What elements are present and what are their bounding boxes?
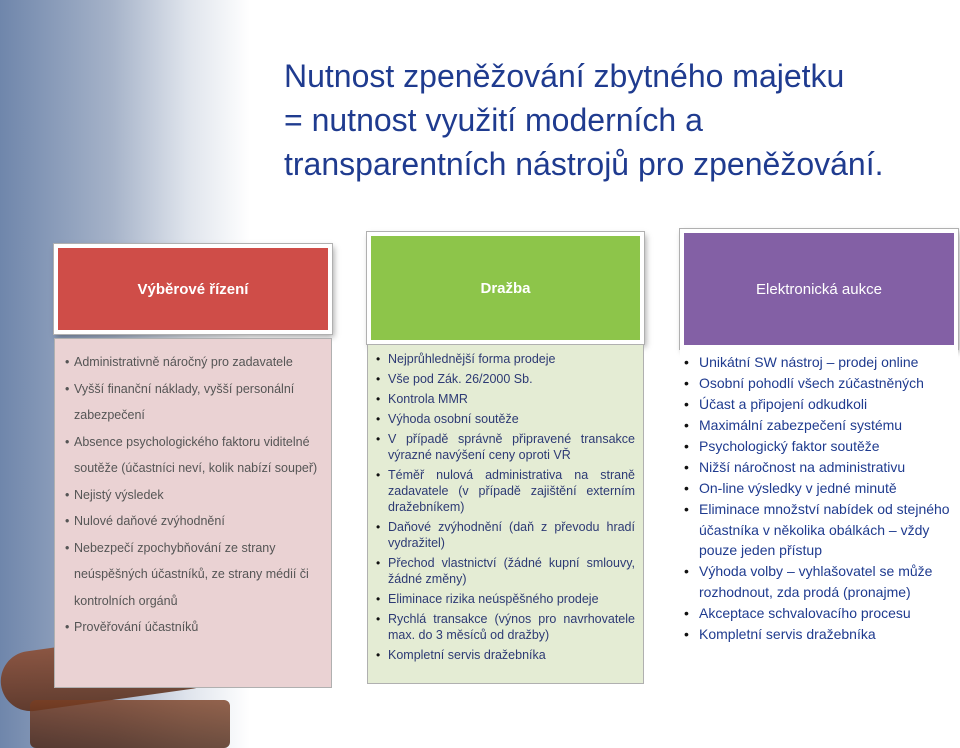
list-item: • Psychologický faktor soutěže xyxy=(684,436,954,457)
column-header-elektronicka-aukce xyxy=(680,229,958,349)
list-item: • Akceptace schvalovacího procesu xyxy=(684,603,954,624)
list-item: • Osobní pohodlí všech zúčastněných xyxy=(684,373,954,394)
list-item: • On-line výsledky v jedné minutě xyxy=(684,478,954,499)
gavel-block-image xyxy=(30,700,230,748)
column-header-label: Elektronická aukce xyxy=(756,280,882,298)
list-item: • Nulové daňové zvýhodnění xyxy=(65,508,323,535)
column-header-vyberove-rizeni xyxy=(54,244,332,334)
bullet-list xyxy=(55,339,331,641)
list-item: • Eliminace rizika neúspěšného prodeje xyxy=(376,591,635,607)
list-item: • Nižší náročnost na administrativu xyxy=(684,457,954,478)
list-item: • Absence psychologického faktoru viditelné soutěže (účastníci neví, kolik nabízí soupeř) xyxy=(65,429,323,482)
column-body-drazba xyxy=(367,344,644,684)
list-item: • Téměř nulová administrativa na straně zadavatele (v případě zajištění externím dražebníkem) xyxy=(376,467,635,515)
list-item: • Výhoda osobní soutěže xyxy=(376,411,635,427)
bullet-list xyxy=(680,346,958,644)
list-item: • Eliminace množství nabídek od stejného účastníka v několika obálkách – vždy pouze jeden přístup xyxy=(684,499,954,561)
list-item: • Vše pod Zák. 26/2000 Sb. xyxy=(376,371,635,387)
list-item: • Daňové zvýhodnění (daň z převodu hradí vydražitel) xyxy=(376,519,635,551)
list-item: • Kompletní servis dražebníka xyxy=(376,647,635,663)
column-body-vyberove-rizeni xyxy=(54,338,332,688)
page-title xyxy=(284,54,944,186)
list-item: • Nebezpečí zpochybňování ze strany neúspěšných účastníků, ze strany médií či kontrolních orgánů xyxy=(65,535,323,615)
list-item: • Nejprůhlednější forma prodeje xyxy=(376,351,635,367)
column-header-label: Dražba xyxy=(480,279,531,297)
list-item: • Výhoda volby – vyhlašovatel se může rozhodnout, zda prodá (pronajme) xyxy=(684,561,954,602)
list-item: • Prověřování účastníků xyxy=(65,614,323,641)
list-item: • V případě správně připravené transakce výrazné navýšení ceny oproti VŘ xyxy=(376,431,635,463)
list-item: • Maximální zabezpečení systému xyxy=(684,415,954,436)
column-header-label: Výběrové řízení xyxy=(137,280,249,298)
list-item: • Přechod vlastnictví (žádné kupní smlouvy, žádné změny) xyxy=(376,555,635,587)
list-item: • Unikátní SW nástroj – prodej online xyxy=(684,352,954,373)
list-item: • Kontrola MMR xyxy=(376,391,635,407)
list-item: • Rychlá transakce (výnos pro navrhovatele max. do 3 měsíců od dražby) xyxy=(376,611,635,643)
list-item: • Vyšší finanční náklady, vyšší personální zabezpečení xyxy=(65,376,323,429)
column-header-drazba xyxy=(367,232,644,344)
bullet-list xyxy=(368,345,643,663)
list-item: • Kompletní servis dražebníka xyxy=(684,624,954,645)
list-item: • Účast a připojení odkudkoli xyxy=(684,394,954,415)
list-item: • Nejistý výsledek xyxy=(65,482,323,509)
list-item: • Administrativně náročný pro zadavatele xyxy=(65,349,323,376)
title-line-3: transparentních nástrojů pro zpeněžování. xyxy=(284,146,884,182)
title-line-2: = nutnost využití moderních a xyxy=(284,102,703,138)
title-line-1: Nutnost zpeněžování zbytného majetku xyxy=(284,58,845,94)
column-body-elektronicka-aukce xyxy=(680,346,958,664)
